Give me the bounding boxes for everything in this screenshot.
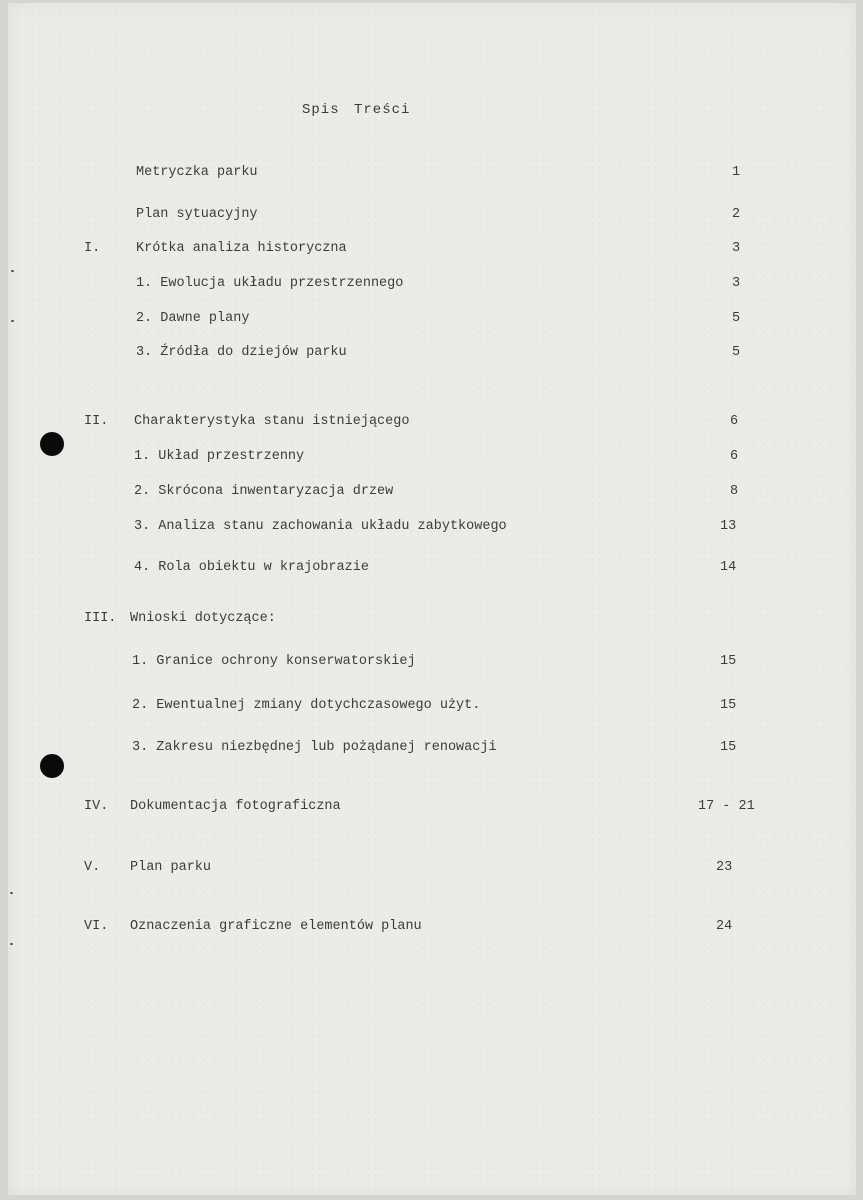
toc-entry [8, 207, 856, 227]
toc-page-number: 6 [730, 449, 739, 464]
toc-label: 2. Dawne plany [136, 311, 250, 326]
toc-label: 1. Układ przestrzenny [134, 449, 305, 464]
toc-label: Metryczka parku [136, 165, 258, 180]
toc-page-number: 15 [720, 698, 737, 713]
toc-entry [8, 560, 856, 580]
toc-page-number: 15 [720, 654, 737, 669]
toc-page-number: 3 [732, 276, 741, 291]
toc-label: 2. Skrócona inwentaryzacja drzew [134, 484, 394, 499]
toc-page-number: 23 [716, 860, 733, 875]
toc-numeral: V. [84, 860, 101, 875]
scan-speck [11, 320, 14, 322]
toc-numeral: I. [84, 241, 101, 256]
toc-numeral: VI. [84, 919, 109, 934]
page-title: Spis Treści [302, 102, 411, 118]
toc-label: Plan sytuacyjny [136, 207, 258, 222]
scan-speck [11, 270, 14, 272]
toc-entry [8, 611, 856, 631]
toc-entry [8, 449, 856, 469]
toc-page-number: 15 [720, 740, 737, 755]
toc-numeral: IV. [84, 799, 109, 814]
toc-label: Oznaczenia graficzne elementów planu [130, 919, 422, 934]
document-page [8, 3, 856, 1195]
scan-speck [10, 892, 13, 894]
toc-label: 3. Zakresu niezbędnej lub pożądanej renowacji [132, 740, 497, 755]
toc-label: 1. Ewolucja układu przestrzennego [136, 276, 404, 291]
toc-numeral: III. [84, 611, 117, 626]
toc-page-number: 8 [730, 484, 739, 499]
toc-entry [8, 654, 856, 674]
toc-label: Krótka analiza historyczna [136, 241, 347, 256]
toc-entry [8, 311, 856, 331]
toc-label: Wnioski dotyczące: [130, 611, 276, 626]
toc-page-number: 1 [732, 165, 741, 180]
toc-page-number: 24 [716, 919, 733, 934]
toc-page-number: 13 [720, 519, 737, 534]
toc-entry [8, 345, 856, 365]
punch-hole [40, 432, 64, 456]
toc-entry [8, 519, 856, 539]
toc-label: Dokumentacja fotograficzna [130, 799, 341, 814]
toc-label: 3. Źródła do dziejów parku [136, 345, 347, 360]
toc-label: Charakterystyka stanu istniejącego [134, 414, 410, 429]
toc-entry [8, 799, 856, 819]
toc-entry [8, 860, 856, 880]
toc-numeral: II. [84, 414, 109, 429]
toc-page-number: 5 [732, 345, 741, 360]
toc-label: 2. Ewentualnej zmiany dotychczasowego użyt. [132, 698, 481, 713]
toc-entry [8, 241, 856, 261]
toc-entry [8, 919, 856, 939]
toc-page-number: 6 [730, 414, 739, 429]
toc-label: 4. Rola obiektu w krajobrazie [134, 560, 369, 575]
toc-label: 3. Analiza stanu zachowania układu zabytkowego [134, 519, 507, 534]
toc-entry [8, 698, 856, 718]
toc-entry [8, 740, 856, 760]
toc-entry [8, 165, 856, 185]
toc-page-number: 17 - 21 [698, 799, 755, 814]
toc-entry [8, 484, 856, 504]
toc-page-number: 14 [720, 560, 737, 575]
toc-entry [8, 414, 856, 434]
toc-entry [8, 276, 856, 296]
toc-page-number: 2 [732, 207, 741, 222]
toc-label: 1. Granice ochrony konserwatorskiej [132, 654, 416, 669]
punch-hole [40, 754, 64, 778]
toc-page-number: 3 [732, 241, 741, 256]
scan-speck [10, 943, 13, 945]
toc-label: Plan parku [130, 860, 212, 875]
toc-page-number: 5 [732, 311, 741, 326]
